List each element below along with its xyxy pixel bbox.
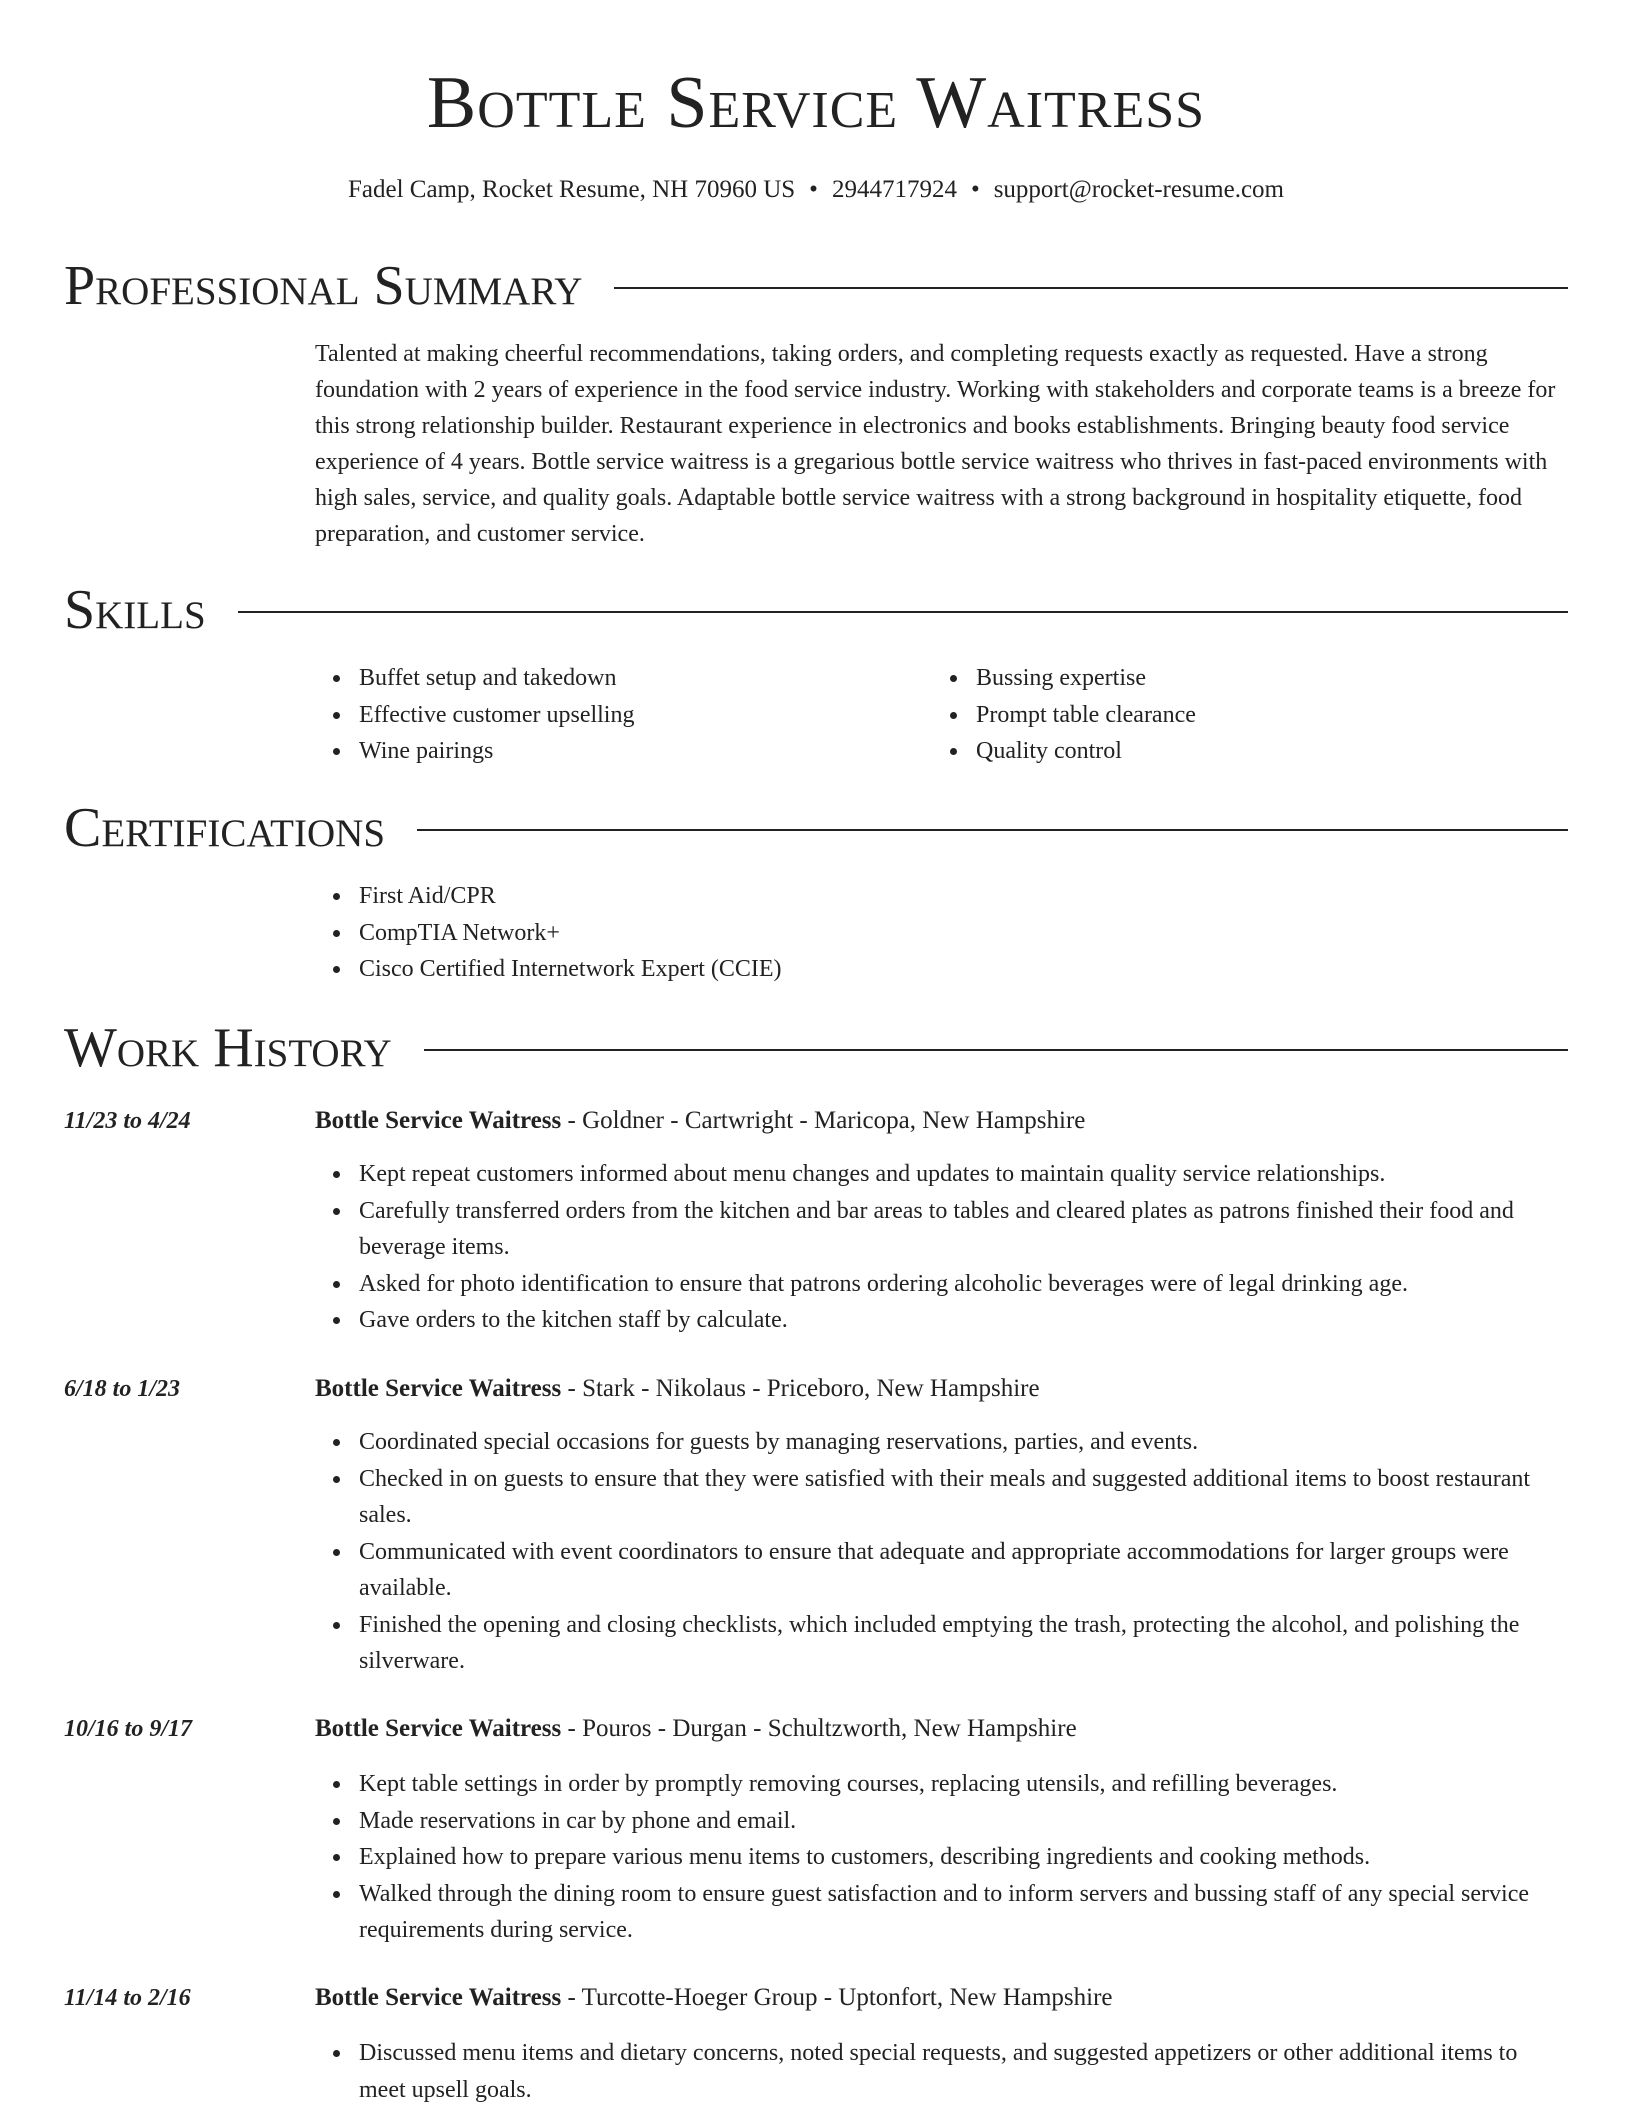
job-dates: 10/16 to 9/17 [64,1716,193,1742]
skill-item: Wine pairings [359,733,875,770]
job-bullet: Coordinated special occasions for guests by managing reservations, parties, and events. [359,1424,1568,1461]
job-bullet: Finished the opening and closing checklists, which included emptying the trash, protecting the alcohol, and polishing the silverware. [359,1607,1568,1680]
job-bullet: Communicated with event coordinators to ensure that adequate and appropriate accommodations for larger groups were available. [359,1534,1568,1607]
work-history-heading: Work History [64,1017,392,1079]
contact-line [0,172,1632,208]
skills-section-heading [64,578,1568,642]
job-title: Bottle Service Waitress [315,1715,562,1742]
job-title: Bottle Service Waitress [315,1107,562,1134]
job-bullets [315,2035,1568,2108]
job-bullet: Kept table settings in order by promptly removing courses, replacing utensils, and refilling beverages. [359,1766,1568,1803]
job-bullet: Walked through the dining room to ensure guest satisfaction and to inform servers and bussing staff of any special service requirements during service. [359,1876,1568,1949]
skill-item: Effective customer upselling [359,697,875,734]
job-bullet: Made reservations in car by phone and email. [359,1803,1568,1840]
job-bullet: Asked for photo identification to ensure that patrons ordering alcoholic beverages were of legal drinking age. [359,1266,1568,1303]
certification-item: First Aid/CPR [359,878,1568,915]
certifications-heading: Certifications [64,797,386,859]
job-title: Bottle Service Waitress [315,1984,562,2011]
skills-heading: Skills [64,579,206,641]
job-bullet: Discussed menu items and dietary concerns, noted special requests, and suggested appetizers or other additional items to meet upsell goals. [359,2035,1568,2108]
job-title: Bottle Service Waitress [315,1375,562,1402]
job-title-line [315,1980,1568,2016]
skills-list [315,660,875,770]
job-bullet: Kept repeat customers informed about menu changes and updates to maintain quality service relationships. [359,1156,1568,1193]
skill-item: Bussing expertise [976,660,1492,697]
section-divider [614,287,1568,289]
email: support@rocket-resume.com [993,176,1284,203]
address: Fadel Camp, Rocket Resume, NH 70960 US [347,176,796,203]
certifications-section-heading [64,796,1568,860]
section-divider [417,829,1568,831]
job-employer: - Stark - Nikolaus - Priceboro, New Hampshire [561,1375,1040,1402]
section-divider [238,611,1568,613]
job-bullet: Carefully transferred orders from the kitchen and bar areas to tables and cleared plates as patrons finished their food and beverage items. [359,1193,1568,1266]
skill-item: Quality control [976,733,1492,770]
job-bullets [315,1156,1568,1339]
job-dates: 6/18 to 1/23 [64,1376,181,1402]
skill-item: Buffet setup and takedown [359,660,875,697]
certifications-list [315,878,1568,988]
job-bullets [315,1766,1568,1949]
job-dates: 11/14 to 2/16 [64,1985,191,2011]
skills-left-column [315,660,875,770]
certification-item: CompTIA Network+ [359,915,1568,952]
candidate-name: Bottle Service Waitress [426,62,1206,144]
phone: 2944717924 [831,176,957,203]
job-employer: - Goldner - Cartwright - Maricopa, New Hampshire [561,1107,1086,1134]
job-title-line [315,1371,1568,1407]
job-bullets [315,1424,1568,1680]
section-divider [424,1049,1568,1051]
skills-list [932,660,1492,770]
certifications-list-wrap [315,878,1568,988]
work-history-section-heading [64,1016,1568,1080]
summary-heading: Professional Summary [64,255,583,317]
job-bullet: Gave orders to the kitchen staff by calculate. [359,1302,1568,1339]
certification-item: Cisco Certified Internetwork Expert (CCIE) [359,951,1568,988]
summary-text: Talented at making cheerful recommendations, taking orders, and completing requests exactly as requested. Have a strong foundation with 2 years of experience in the food service industry. Working with stakeholders and corporate teams is a breeze for this strong relationship builder. Restaurant experience in electronics and books establishments. Bringing beauty food service experience of 4 years. Bottle service waitress is a gregarious bottle service waitress who thrives in fast-paced environments with high sales, service, and quality goals. Adaptable bottle service waitress with a strong background in hospitality etiquette, food preparation, and customer service. [315,341,1556,547]
skill-item: Prompt table clearance [976,697,1492,734]
job-employer: - Pouros - Durgan - Schultzworth, New Hampshire [561,1715,1077,1742]
job-bullet: Checked in on guests to ensure that they were satisfied with their meals and suggested additional items to boost restaurant sales. [359,1461,1568,1534]
separator: • [970,176,980,203]
job-dates: 11/23 to 4/24 [64,1108,191,1134]
job-title-line [315,1711,1568,1747]
job-title-line [315,1103,1568,1139]
summary-section-heading [64,254,1568,318]
skills-right-column [932,660,1492,770]
separator: • [809,176,818,203]
job-bullet: Explained how to prepare various menu items to customers, describing ingredients and cooking methods. [359,1839,1568,1876]
job-employer: - Turcotte-Hoeger Group - Uptonfort, New Hampshire [561,1984,1113,2011]
